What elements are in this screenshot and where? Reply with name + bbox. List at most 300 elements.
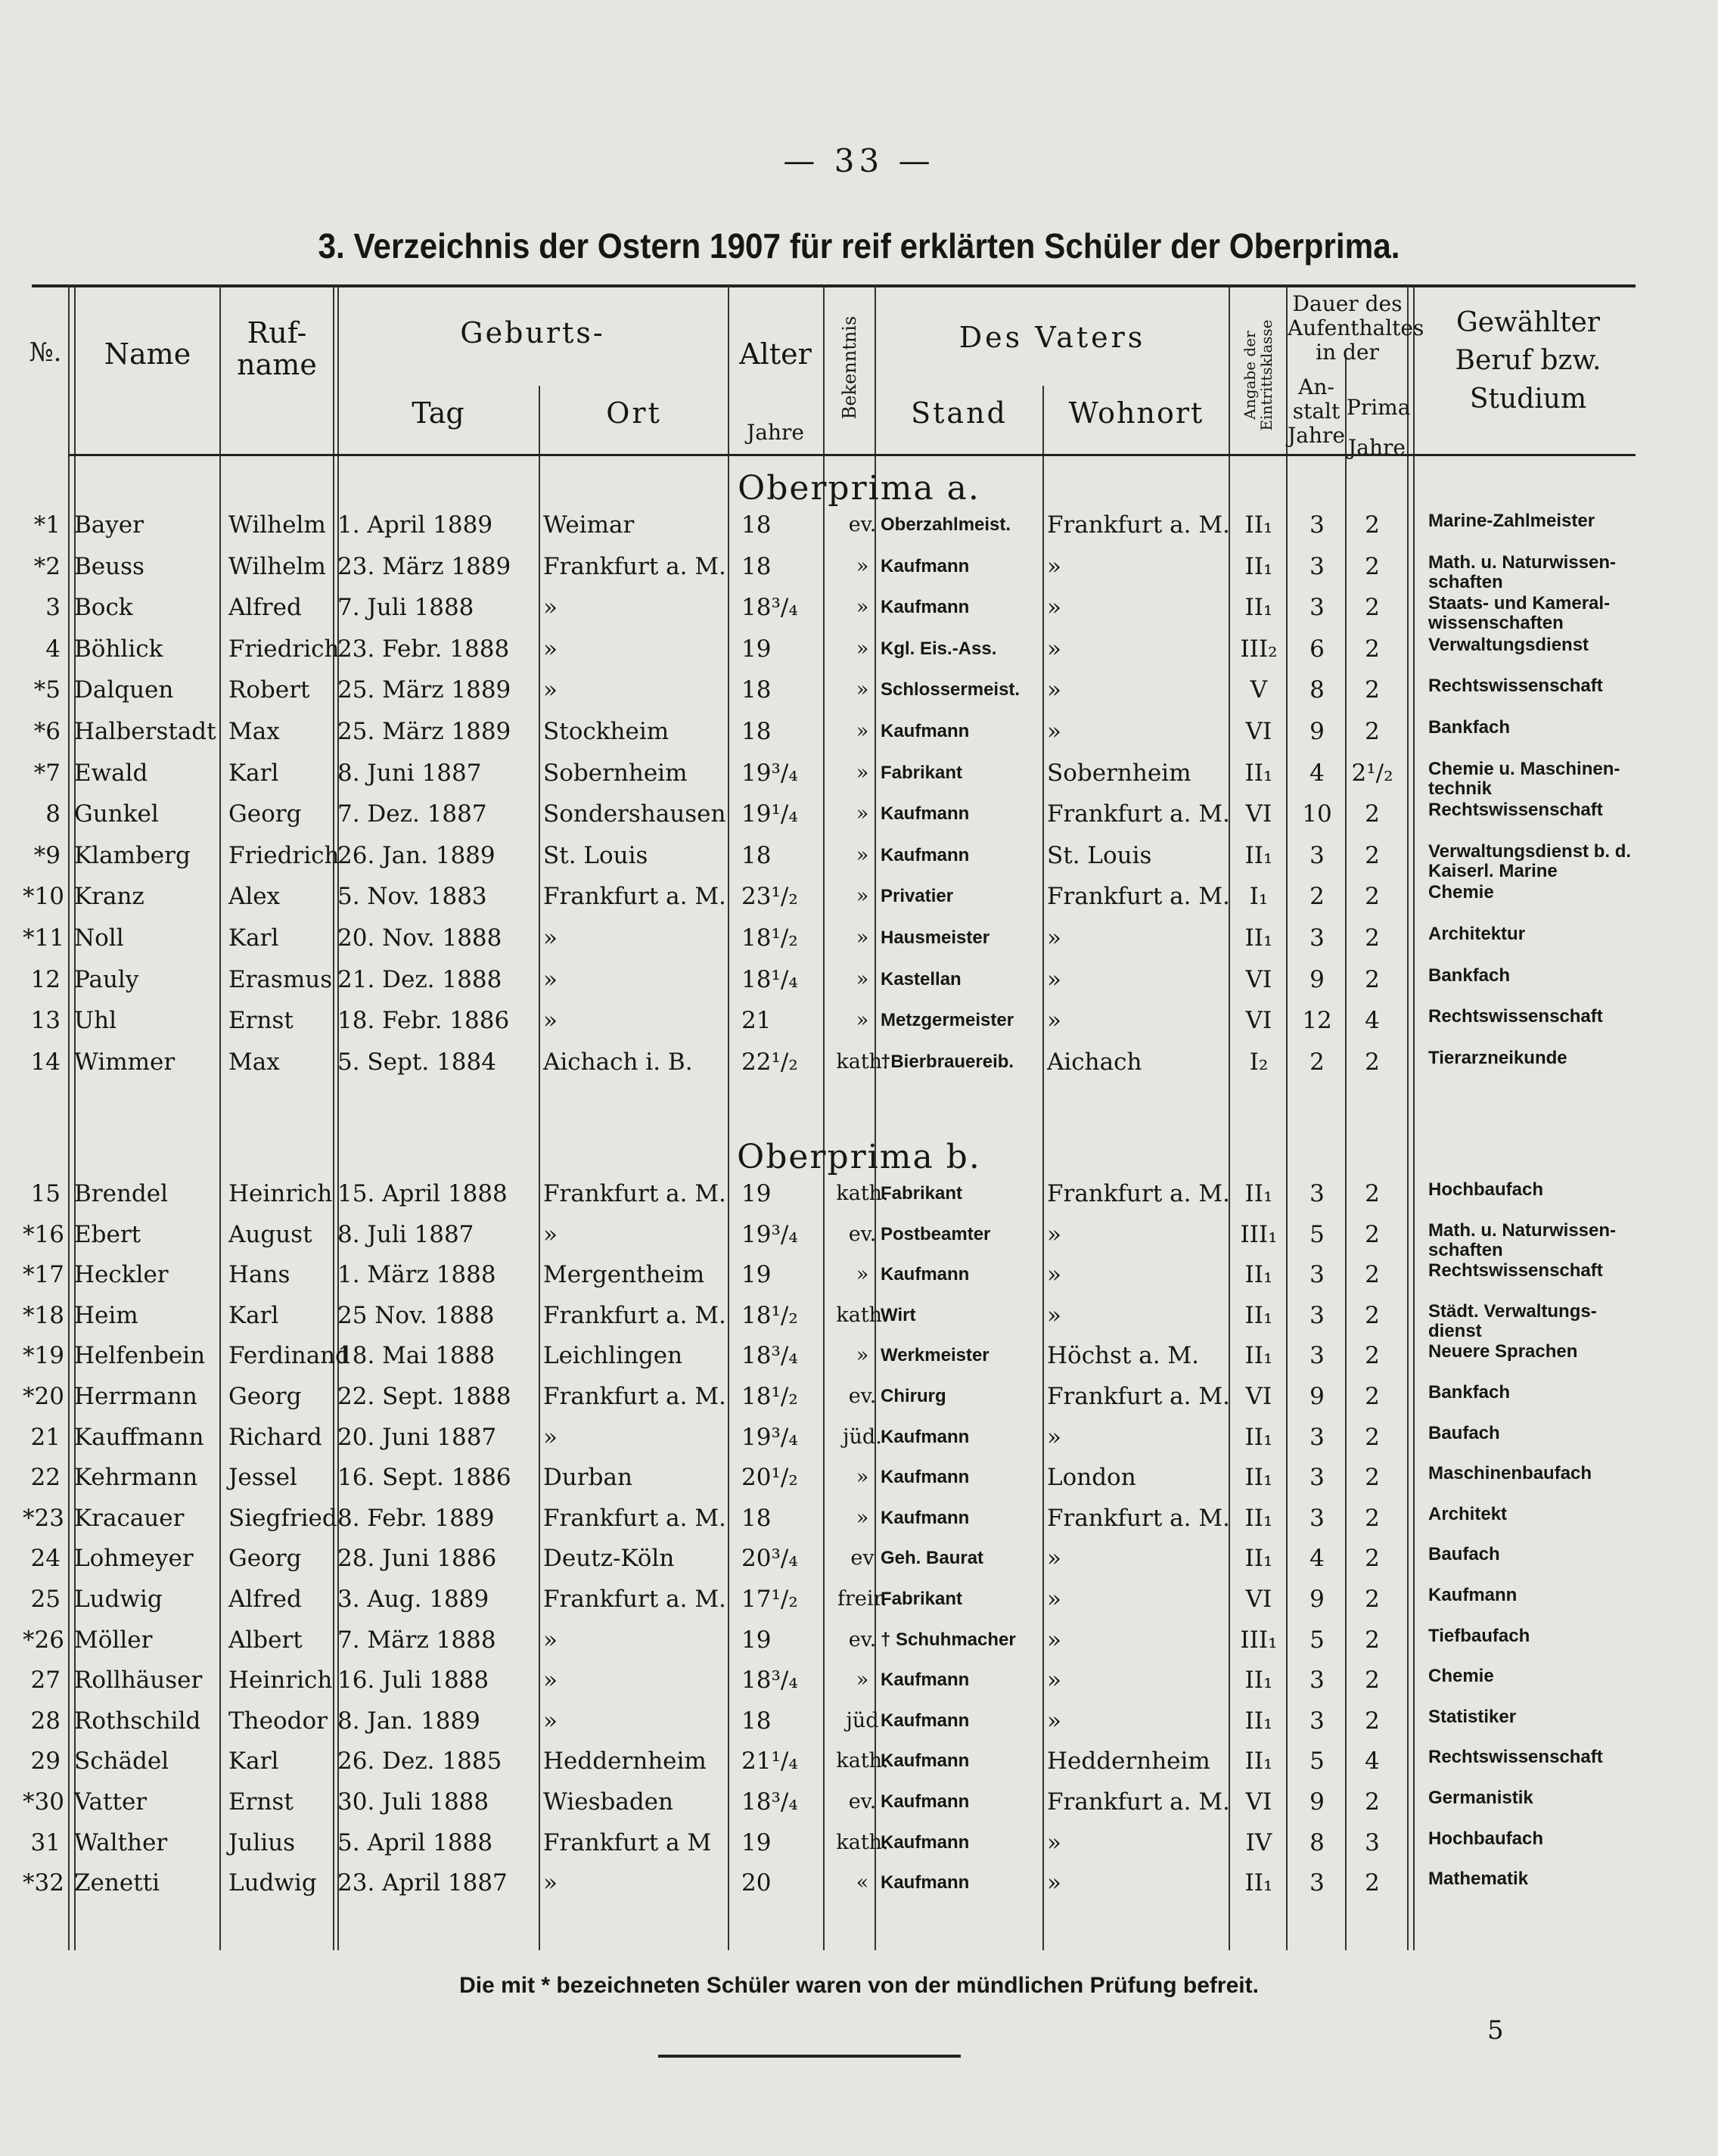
header-nr: №. bbox=[29, 337, 62, 368]
first-name: Alfred bbox=[228, 594, 302, 622]
row-number: *11 bbox=[23, 924, 64, 952]
years-prima: 2 bbox=[1365, 552, 1380, 580]
table-row bbox=[0, 670, 1718, 710]
years-prima: 2 bbox=[1365, 718, 1380, 745]
chosen-career: Staats- und Kameral- wissenschaften bbox=[1428, 593, 1611, 634]
father-occupation: Kaufmann bbox=[881, 597, 970, 618]
row-number: *16 bbox=[23, 1220, 64, 1248]
father-residence: Frankfurt a. M. bbox=[1047, 1383, 1230, 1410]
confession: ev. bbox=[848, 1790, 877, 1813]
father-occupation: Fabrikant bbox=[881, 1183, 963, 1204]
first-name: Hans bbox=[228, 1261, 290, 1289]
father-residence: » bbox=[1047, 1261, 1061, 1289]
birth-date: 16. Sept. 1886 bbox=[337, 1464, 511, 1492]
student-name: Kehrmann bbox=[74, 1464, 198, 1492]
years-prima: 4 bbox=[1365, 1747, 1380, 1775]
student-name: Lohmeyer bbox=[74, 1545, 194, 1573]
row-number: *9 bbox=[33, 841, 61, 869]
father-occupation: Kaufmann bbox=[881, 1831, 970, 1853]
age: 19³/₄ bbox=[741, 1220, 798, 1248]
years-prima: 2 bbox=[1365, 1423, 1380, 1451]
first-name: Karl bbox=[228, 1747, 279, 1775]
years-prima: 2 bbox=[1365, 924, 1380, 952]
header-eintrittsklasse: Angabe der Eintrittsklasse bbox=[1241, 319, 1275, 431]
table-row bbox=[0, 505, 1718, 545]
father-residence: London bbox=[1047, 1464, 1136, 1492]
birth-date: 7. Dez. 1887 bbox=[337, 800, 487, 828]
father-residence: » bbox=[1047, 965, 1061, 993]
first-name: Ernst bbox=[228, 1007, 294, 1035]
table-row bbox=[0, 960, 1718, 999]
first-name: Jessel bbox=[228, 1464, 297, 1492]
confession: » bbox=[856, 719, 869, 743]
header-beruf: Gewählter Beruf bzw. Studium bbox=[1455, 307, 1601, 415]
table-row bbox=[0, 1042, 1718, 1082]
row-number: 15 bbox=[30, 1180, 61, 1207]
table-row bbox=[0, 1782, 1718, 1822]
entry-class: V bbox=[1250, 676, 1268, 704]
years-school: 5 bbox=[1309, 1220, 1325, 1248]
birth-date: 8. Jan. 1889 bbox=[337, 1707, 480, 1735]
confession: » bbox=[856, 843, 869, 867]
birth-place: » bbox=[543, 676, 558, 704]
years-school: 3 bbox=[1309, 552, 1325, 580]
birth-date: 3. Aug. 1889 bbox=[337, 1586, 489, 1613]
years-school: 12 bbox=[1302, 1007, 1332, 1035]
chosen-career: Statistiker bbox=[1428, 1706, 1517, 1727]
years-school: 3 bbox=[1309, 1342, 1325, 1370]
birth-date: 23. Febr. 1888 bbox=[337, 635, 510, 663]
entry-class: II₁ bbox=[1244, 841, 1273, 869]
birth-place: » bbox=[543, 1869, 558, 1897]
first-name: Julius bbox=[228, 1828, 296, 1856]
years-prima: 2 bbox=[1365, 1342, 1380, 1370]
confession: » bbox=[856, 802, 869, 826]
row-number: *5 bbox=[33, 676, 61, 704]
entry-class: III₁ bbox=[1240, 1626, 1278, 1654]
confession: » bbox=[856, 926, 869, 949]
years-prima: 2 bbox=[1365, 1707, 1380, 1735]
entry-class: VI bbox=[1245, 1383, 1272, 1410]
chosen-career: Rechtswissenschaft bbox=[1428, 1747, 1603, 1768]
birth-date: 7. März 1888 bbox=[337, 1626, 496, 1654]
entry-class: VI bbox=[1245, 1007, 1272, 1035]
chosen-career: Baufach bbox=[1428, 1544, 1500, 1565]
first-name: Alfred bbox=[228, 1586, 302, 1613]
first-name: Albert bbox=[228, 1626, 303, 1654]
student-name: Brendel bbox=[74, 1180, 169, 1207]
father-occupation: †Bierbrauereib. bbox=[881, 1051, 1014, 1072]
father-residence: Frankfurt a. M. bbox=[1047, 800, 1230, 828]
section-title-oberprima-a: Oberprima a. bbox=[738, 469, 980, 508]
confession: kath. bbox=[836, 1303, 889, 1327]
years-school: 4 bbox=[1309, 759, 1325, 787]
birth-date: 5. April 1888 bbox=[337, 1828, 493, 1856]
header-des-vaters: Des Vaters bbox=[958, 321, 1146, 354]
student-name: Vatter bbox=[74, 1788, 148, 1816]
chosen-career: Neuere Sprachen bbox=[1428, 1341, 1578, 1362]
header-bekenntnis: Bekenntnis bbox=[839, 315, 860, 420]
confession: » bbox=[856, 884, 869, 909]
father-occupation: Kaufmann bbox=[881, 555, 970, 576]
confession: » bbox=[856, 1263, 869, 1287]
age: 18 bbox=[741, 841, 772, 869]
chosen-career: Architektur bbox=[1428, 924, 1526, 944]
row-number: 24 bbox=[30, 1545, 61, 1573]
student-name: Herrmann bbox=[74, 1383, 197, 1410]
confession: ev bbox=[850, 1546, 875, 1570]
age: 18³/₄ bbox=[741, 1342, 798, 1370]
father-residence: Frankfurt a. M. bbox=[1047, 1180, 1230, 1207]
father-residence: Höchst a. M. bbox=[1047, 1342, 1200, 1370]
table-row bbox=[0, 1660, 1718, 1700]
birth-date: 5. Sept. 1884 bbox=[337, 1048, 496, 1076]
row-number: 8 bbox=[45, 800, 61, 828]
chosen-career: Mathematik bbox=[1428, 1869, 1529, 1890]
student-name: Dalquen bbox=[74, 676, 174, 704]
header-geburts: Geburts- bbox=[460, 316, 605, 349]
birth-date: 8. Juli 1887 bbox=[337, 1220, 474, 1248]
age: 18³/₄ bbox=[741, 594, 798, 622]
page-title: 3. Verzeichnis der Ostern 1907 für reif erklärten Schüler der Oberprima. bbox=[318, 226, 1400, 266]
chosen-career: Rechtswissenschaft bbox=[1428, 800, 1603, 821]
birth-date: 25 Nov. 1888 bbox=[337, 1301, 495, 1329]
father-occupation: † Schuhmacher bbox=[881, 1629, 1016, 1650]
entry-class: II₁ bbox=[1244, 924, 1273, 952]
birth-place: Leichlingen bbox=[543, 1342, 683, 1370]
years-school: 3 bbox=[1309, 1423, 1325, 1451]
years-school: 9 bbox=[1309, 1788, 1325, 1816]
row-number: *1 bbox=[33, 511, 61, 539]
father-occupation: Postbeamter bbox=[881, 1223, 991, 1244]
years-prima: 2 bbox=[1365, 511, 1380, 539]
birth-place: » bbox=[543, 1423, 558, 1451]
student-name: Böhlick bbox=[74, 635, 163, 663]
first-name: Georg bbox=[228, 1545, 302, 1573]
birth-date: 25. März 1889 bbox=[337, 718, 511, 745]
birth-place: Mergentheim bbox=[543, 1261, 705, 1289]
father-occupation: Kaufmann bbox=[881, 1791, 970, 1812]
birth-place: Frankfurt a. M. bbox=[543, 552, 726, 580]
student-name: Bayer bbox=[74, 511, 144, 539]
confession: » bbox=[856, 678, 869, 702]
page-number: — 33 — bbox=[783, 142, 935, 179]
table-row bbox=[0, 1336, 1718, 1375]
birth-date: 20. Nov. 1888 bbox=[337, 924, 502, 952]
years-prima: 2 bbox=[1365, 1301, 1380, 1329]
table-row bbox=[0, 1418, 1718, 1457]
table-row bbox=[0, 1499, 1718, 1538]
entry-class: II₁ bbox=[1244, 594, 1273, 622]
years-school: 3 bbox=[1309, 1504, 1325, 1532]
father-occupation: Kaufmann bbox=[881, 1710, 970, 1731]
father-residence: » bbox=[1047, 924, 1061, 952]
father-occupation: Chirurg bbox=[881, 1386, 946, 1406]
row-number: *32 bbox=[23, 1869, 64, 1897]
years-school: 4 bbox=[1309, 1545, 1325, 1573]
row-number: 14 bbox=[30, 1048, 61, 1076]
chosen-career: Verwaltungsdienst b. d. Kaiserl. Marine bbox=[1428, 840, 1632, 881]
birth-date: 8. Febr. 1889 bbox=[337, 1504, 495, 1532]
birth-date: 18. Mai 1888 bbox=[337, 1342, 496, 1370]
chosen-career: Rechtswissenschaft bbox=[1428, 1006, 1603, 1027]
years-school: 3 bbox=[1309, 594, 1325, 622]
father-occupation: Kgl. Eis.-Ass. bbox=[881, 638, 997, 659]
years-prima: 2 bbox=[1365, 1869, 1380, 1897]
entry-class: II₁ bbox=[1244, 1707, 1273, 1735]
chosen-career: Germanistik bbox=[1428, 1788, 1533, 1808]
chosen-career: Architekt bbox=[1428, 1503, 1508, 1524]
father-occupation: Fabrikant bbox=[881, 762, 963, 783]
row-number: 31 bbox=[30, 1828, 61, 1856]
header-anstalt: An- stalt Jahre bbox=[1288, 374, 1345, 449]
birth-date: 5. Nov. 1883 bbox=[337, 883, 487, 911]
chosen-career: Math. u. Naturwissen- schaften bbox=[1428, 551, 1617, 592]
years-prima: 2 bbox=[1365, 676, 1380, 704]
student-name: Ludwig bbox=[74, 1586, 163, 1613]
entry-class: III₂ bbox=[1240, 635, 1278, 663]
years-school: 8 bbox=[1309, 1828, 1325, 1856]
table-row bbox=[0, 1823, 1718, 1862]
first-name: Heinrich bbox=[228, 1180, 333, 1207]
confession: » bbox=[856, 1505, 869, 1530]
confession: » bbox=[856, 1465, 869, 1490]
entry-class: II₁ bbox=[1244, 1464, 1273, 1492]
birth-place: » bbox=[543, 1667, 558, 1695]
chosen-career: Maschinenbaufach bbox=[1428, 1463, 1592, 1484]
birth-place: » bbox=[543, 924, 558, 952]
age: 21 bbox=[741, 1007, 772, 1035]
birth-date: 1. März 1888 bbox=[337, 1261, 496, 1289]
father-occupation: Kaufmann bbox=[881, 1264, 970, 1285]
entry-class: II₁ bbox=[1244, 759, 1273, 787]
birth-place: » bbox=[543, 594, 558, 622]
row-number: 21 bbox=[30, 1423, 61, 1451]
header-dauer: Dauer des Aufenthaltes in der bbox=[1288, 291, 1424, 365]
table-row bbox=[0, 1620, 1718, 1660]
years-prima: 2 bbox=[1365, 1220, 1380, 1248]
header-jahre: Jahre bbox=[747, 420, 804, 445]
birth-place: » bbox=[543, 635, 558, 663]
birth-place: Frankfurt a. M. bbox=[543, 1504, 726, 1532]
student-name: Halberstadt bbox=[74, 718, 216, 745]
chosen-career: Chemie bbox=[1428, 882, 1494, 903]
years-school: 2 bbox=[1309, 883, 1325, 911]
father-residence: » bbox=[1047, 1586, 1061, 1613]
confession: ev. bbox=[848, 1627, 877, 1651]
age: 17¹/₂ bbox=[741, 1586, 798, 1613]
age: 21¹/₄ bbox=[741, 1747, 798, 1775]
birth-place: Frankfurt a. M. bbox=[543, 1383, 726, 1410]
row-number: *10 bbox=[23, 883, 64, 911]
entry-class: II₁ bbox=[1244, 1504, 1273, 1532]
father-residence: » bbox=[1047, 1828, 1061, 1856]
birth-date: 15. April 1888 bbox=[337, 1180, 508, 1207]
entry-class: IV bbox=[1245, 1828, 1272, 1856]
row-number: 3 bbox=[45, 594, 61, 622]
age: 19 bbox=[741, 1828, 772, 1856]
years-school: 9 bbox=[1309, 718, 1325, 745]
first-name: Karl bbox=[228, 1301, 279, 1329]
birth-place: Frankfurt a. M. bbox=[543, 883, 726, 911]
years-prima: 2 bbox=[1365, 1788, 1380, 1816]
years-school: 8 bbox=[1309, 676, 1325, 704]
table-row bbox=[0, 753, 1718, 799]
row-number: *23 bbox=[23, 1504, 64, 1532]
confession: » bbox=[856, 1668, 869, 1692]
student-name: Klamberg bbox=[74, 841, 191, 869]
birth-date: 26. Dez. 1885 bbox=[337, 1747, 502, 1775]
entry-class: II₁ bbox=[1244, 1180, 1273, 1207]
father-occupation: Kaufmann bbox=[881, 1426, 970, 1447]
father-occupation: Fabrikant bbox=[881, 1589, 963, 1609]
chosen-career: Verwaltungsdienst bbox=[1428, 634, 1589, 655]
father-residence: » bbox=[1047, 676, 1061, 704]
father-occupation: Kaufmann bbox=[881, 1507, 970, 1528]
first-name: Friedrich bbox=[228, 841, 340, 869]
age: 18³/₄ bbox=[741, 1788, 798, 1816]
confession: jüd bbox=[846, 1708, 879, 1732]
age: 20³/₄ bbox=[741, 1545, 798, 1573]
age: 18 bbox=[741, 718, 772, 745]
first-name: Max bbox=[228, 718, 280, 745]
years-prima: 4 bbox=[1365, 1007, 1380, 1035]
table-row bbox=[0, 1377, 1718, 1416]
student-name: Bock bbox=[74, 594, 133, 622]
confession: » bbox=[856, 554, 869, 578]
father-occupation: Privatier bbox=[881, 886, 954, 907]
entry-class: II₁ bbox=[1244, 1261, 1273, 1289]
table-row bbox=[0, 1215, 1718, 1260]
table-row bbox=[0, 1580, 1718, 1619]
birth-place: St. Louis bbox=[543, 841, 648, 869]
birth-place: » bbox=[543, 965, 558, 993]
years-prima: 2 bbox=[1365, 1667, 1380, 1695]
years-prima: 2 bbox=[1365, 1048, 1380, 1076]
birth-place: » bbox=[543, 1007, 558, 1035]
row-number: 25 bbox=[30, 1586, 61, 1613]
father-occupation: Kaufmann bbox=[881, 1872, 970, 1893]
confession: » bbox=[856, 1344, 869, 1368]
father-occupation: Kastellan bbox=[881, 968, 962, 989]
age: 18¹/₂ bbox=[741, 1383, 798, 1410]
birth-place: Durban bbox=[543, 1464, 632, 1492]
years-prima: 2 bbox=[1365, 1180, 1380, 1207]
years-prima: 3 bbox=[1365, 1828, 1380, 1856]
student-name: Uhl bbox=[74, 1007, 117, 1035]
age: 18 bbox=[741, 552, 772, 580]
first-name: Siegfried bbox=[228, 1504, 337, 1532]
birth-place: » bbox=[543, 1220, 558, 1248]
birth-place: Stockheim bbox=[543, 718, 669, 745]
row-number: 22 bbox=[30, 1464, 61, 1492]
years-school: 3 bbox=[1309, 511, 1325, 539]
age: 18 bbox=[741, 1707, 772, 1735]
years-school: 9 bbox=[1309, 1586, 1325, 1613]
first-name: Ludwig bbox=[228, 1869, 317, 1897]
chosen-career: Kaufmann bbox=[1428, 1585, 1518, 1605]
student-name: Zenetti bbox=[74, 1869, 160, 1897]
father-occupation: Metzgermeister bbox=[881, 1010, 1014, 1031]
birth-date: 26. Jan. 1889 bbox=[337, 841, 496, 869]
sheet-number: 5 bbox=[1487, 2015, 1504, 2046]
bottom-rule bbox=[658, 2055, 961, 2058]
row-number: *20 bbox=[23, 1383, 64, 1410]
age: 19³/₄ bbox=[741, 759, 798, 787]
years-prima: 2 bbox=[1365, 965, 1380, 993]
years-prima: 2 bbox=[1365, 1383, 1380, 1410]
table-row bbox=[0, 629, 1718, 669]
years-school: 3 bbox=[1309, 1301, 1325, 1329]
table-row bbox=[0, 547, 1718, 592]
father-occupation: Kaufmann bbox=[881, 1751, 970, 1772]
chosen-career: Bankfach bbox=[1428, 965, 1511, 986]
first-name: Richard bbox=[228, 1423, 322, 1451]
years-prima: 2 bbox=[1365, 1504, 1380, 1532]
table-row bbox=[0, 1174, 1718, 1213]
father-residence: Sobernheim bbox=[1047, 759, 1191, 787]
first-name: Karl bbox=[228, 759, 279, 787]
entry-class: VI bbox=[1245, 1586, 1272, 1613]
chosen-career: Städt. Verwaltungs- dienst bbox=[1428, 1300, 1597, 1341]
father-residence: » bbox=[1047, 1707, 1061, 1735]
student-name: Wimmer bbox=[74, 1048, 176, 1076]
table-row bbox=[0, 712, 1718, 751]
age: 22¹/₂ bbox=[741, 1048, 798, 1076]
confession: » bbox=[856, 1008, 869, 1033]
father-residence: » bbox=[1047, 1301, 1061, 1329]
age: 20¹/₂ bbox=[741, 1464, 798, 1492]
table-row bbox=[0, 1701, 1718, 1741]
father-residence: » bbox=[1047, 1007, 1061, 1035]
years-school: 3 bbox=[1309, 841, 1325, 869]
chosen-career: Bankfach bbox=[1428, 717, 1511, 738]
chosen-career: Chemie bbox=[1428, 1666, 1494, 1687]
student-name: Rothschild bbox=[74, 1707, 201, 1735]
years-school: 10 bbox=[1302, 800, 1332, 828]
entry-class: VI bbox=[1245, 718, 1272, 745]
header-alter: Alter bbox=[739, 337, 812, 371]
chosen-career: Tiefbaufach bbox=[1428, 1625, 1530, 1646]
years-prima: 2 bbox=[1365, 1464, 1380, 1492]
entry-class: II₁ bbox=[1244, 1667, 1273, 1695]
chosen-career: Baufach bbox=[1428, 1422, 1500, 1443]
row-number: *7 bbox=[33, 759, 61, 787]
row-number: *6 bbox=[33, 718, 61, 745]
row-number: 27 bbox=[30, 1667, 61, 1695]
birth-place: Frankfurt a. M. bbox=[543, 1180, 726, 1207]
first-name: Alex bbox=[228, 883, 281, 911]
father-residence: Frankfurt a. M. bbox=[1047, 1788, 1230, 1816]
chosen-career: Math. u. Naturwissen- schaften bbox=[1428, 1219, 1617, 1260]
birth-place: Sobernheim bbox=[543, 759, 688, 787]
years-prima: 2 bbox=[1365, 1586, 1380, 1613]
father-occupation: Kaufmann bbox=[881, 1467, 970, 1488]
years-school: 3 bbox=[1309, 1869, 1325, 1897]
years-school: 3 bbox=[1309, 1667, 1325, 1695]
section-title-oberprima-b: Oberprima b. bbox=[737, 1138, 981, 1176]
entry-class: II₁ bbox=[1244, 1423, 1273, 1451]
birth-place: Deutz-Köln bbox=[543, 1545, 675, 1573]
row-number: 13 bbox=[30, 1007, 61, 1035]
birth-date: 25. März 1889 bbox=[337, 676, 511, 704]
birth-place: Sondershausen bbox=[543, 800, 726, 828]
father-residence: Heddernheim bbox=[1047, 1747, 1210, 1775]
years-school: 3 bbox=[1309, 924, 1325, 952]
student-name: Gunkel bbox=[74, 800, 159, 828]
confession: kath. bbox=[836, 1049, 889, 1073]
first-name: Friedrich bbox=[228, 635, 340, 663]
